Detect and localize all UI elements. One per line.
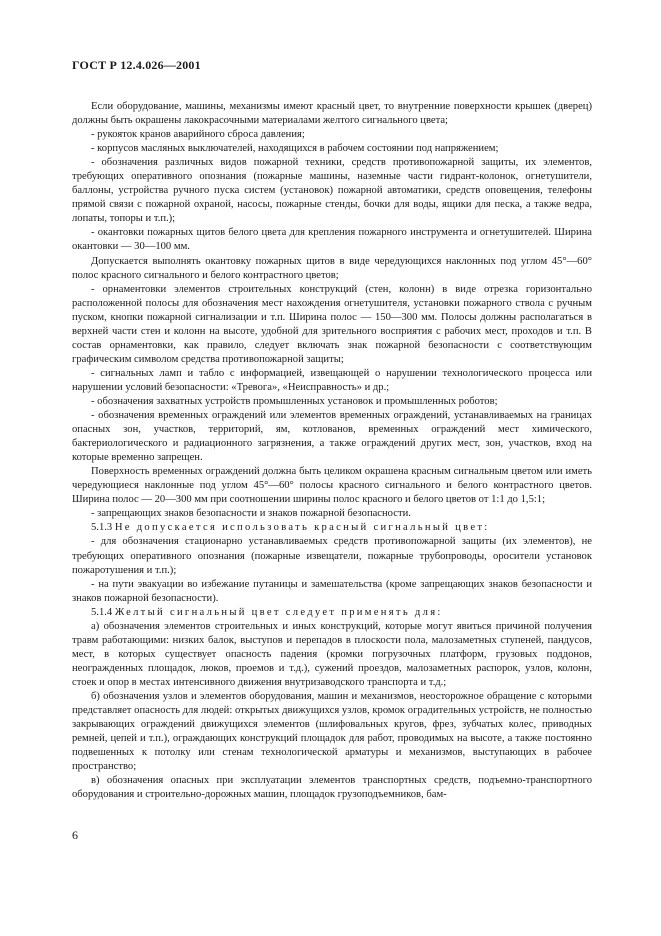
paragraph: - для обозначения стационарно устанавливаемых средств противопожарной защиты (их элементов), не требующих оперативного опознания (пожарные извещатели, пожарные трубопроводы, оросители установок пожаротушения и т.п.); — [72, 536, 592, 576]
paragraph — [72, 521, 592, 535]
clause-heading: Не допускается использовать красный сигнальный цвет: — [114, 522, 490, 534]
paragraph: - запрещающих знаков безопасности и знаков пожарной безопасности. — [91, 508, 411, 520]
paragraph: - обозначения захватных устройств промышленных установок и промышленных роботов; — [91, 395, 498, 407]
document-header: ГОСТ Р 12.4.026—2001 — [72, 58, 201, 72]
paragraph: - обозначения различных видов пожарной техники, средств противопожарной защиты, их элементов, требующих оперативного опознания (пожарные машины, наземные части гидрант-колонок, огнетушители, баллоны, устройства ручного пуска систем (установок) пожарной автоматики, средств оповещения, телефоны прямой связи с пожарной охраной, насосы, пожарные стенды, бочки для воды, ящики для песка, а также ведра, лопаты, топоры и т.п.); — [72, 157, 592, 225]
paragraph: - орнаментовки элементов строительных конструкций (стен, колонн) в виде отрезка горизонтально расположенной полосы для обозначения мест нахождения огнетушителя, установки пожарного ствола с ручным пуском, кнопки пожарной сигнализации и т.п. Ширина полос — 150—300 мм. Полосы должны располагаться в верхней части стен и колонн на высоте, удобной для зрительного восприятия с рабочих мест, проходов и т.п. В состав орнаментовки, как правило, следует включать знак пожарной безопасности с соответствующим графическим символом средства противопожарной защиты; — [72, 283, 592, 365]
paragraph: - корпусов масляных выключателей, находящихся в рабочем состоянии под напряжением; — [91, 143, 499, 155]
page-number: 6 — [72, 828, 78, 842]
paragraph: - рукояток кранов аварийного сброса давления; — [91, 129, 305, 141]
paragraph: - окантовки пожарных щитов белого цвета для крепления пожарного инструмента и огнетушителей. Ширина окантовки — 30—100 мм. — [72, 227, 592, 253]
body-text — [72, 100, 592, 802]
paragraph: - сигнальных ламп и табло с информацией, извещающей о нарушении технологического процесса или нарушении условий безопасности: «Тревога», «Неисправность» и др.; — [72, 367, 592, 393]
clause-number: 5.1.4 — [91, 606, 115, 618]
paragraph: - обозначения временных ограждений или элементов временных ограждений, устанавливаемых на границах опасных зон, участков, территорий, ям, котлованов, временных ограждений мест химического, бактериологического и радиационного загрязнения, а также ограждений других мест, зон, участков, вход на которые временно запрещен. — [72, 410, 592, 464]
paragraph: Если оборудование, машины, механизмы имеют красный цвет, то внутренние поверхности крышек (дверец) должны быть окрашены лакокрасочными материалами желтого сигнального цвета; — [72, 101, 592, 127]
paragraph: Допускается выполнять окантовку пожарных щитов в виде чередующихся наклонных под углом 45°—60° полос красного сигнального и белого контрастного цветов; — [72, 255, 592, 281]
clause-heading: Желтый сигнальный цвет следует применять для: — [114, 606, 443, 618]
paragraph — [72, 606, 592, 620]
paragraph: б) обозначения узлов и элементов оборудования, машин и механизмов, неосторожное обращение с которыми представляет опасность для людей: открытых движущихся узлов, кромок оградительных устройств, не полностью закрывающих ограждений движущихся элементов (шлифовальных кругов, фрез, зубчатых колес, приводных ремней, цепей и т.п.), ограждающих конструкций площадок для работ, проводимых на высоте, а также постоянно подвешенных к потолку или стенам технологической арматуры и механизмов, выступающих в рабочее пространство; — [72, 690, 592, 773]
paragraph: а) обозначения элементов строительных и иных конструкций, которые могут явиться причиной получения травм работающими: низких балок, выступов и перепадов в плоскости пола, малозаметных ступеней, пандусов, мест, в которых существует опасность падения (кромки погрузочных платформ, грузовых поддонов, неогражденных площадок, люков, проемов и т.д.), сужений проездов, малозаметных распорок, узлов, колонн, стоек и опор в местах интенсивного движения внутризаводского транспорта и т.д.; — [72, 620, 592, 688]
paragraph: - на пути эвакуации во избежание путаницы и замешательства (кроме запрещающих знаков безопасности и знаков пожарной безопасности). — [72, 578, 592, 604]
paragraph: Поверхность временных ограждений должна быть целиком окрашена красным сигнальным цветом или иметь чередующиеся наклонные под углом 45°—60° полосы красного сигнального и белого контрастного цветов. Ширина полос — 20—300 мм при соотношении ширины полос красного и белого цветов от 1:1 до 1,5:1; — [72, 466, 592, 506]
paragraph: в) обозначения опасных при эксплуатации элементов транспортных средств, подъемно-транспортного оборудования и строительно-дорожных машин, площадок грузоподъемников, бам- — [72, 775, 592, 801]
clause-number: 5.1.3 — [91, 522, 115, 534]
